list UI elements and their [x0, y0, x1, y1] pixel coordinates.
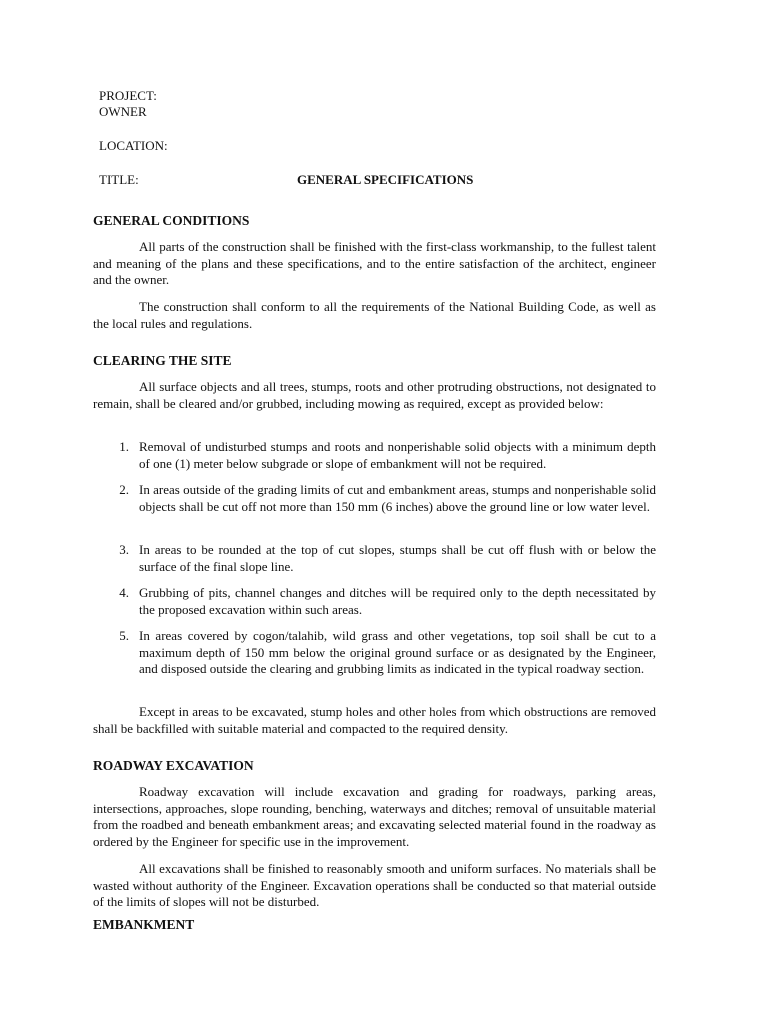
list-item-text: In areas to be rounded at the top of cut slopes, stumps shall be cut off flush with or below the surface of the final slope line.	[139, 542, 656, 574]
list-item-number: 1.	[119, 439, 129, 454]
heading-roadway-excavation: ROADWAY EXCAVATION	[93, 758, 254, 773]
list-item-text: In areas outside of the grading limits of cut and embankment areas, stumps and nonperishable solid objects shall be cut off not more than 150 mm (6 inches) above the ground line or low water level.	[139, 482, 656, 514]
document-title: GENERAL SPECIFICATIONS	[297, 172, 474, 187]
clearing-closing-paragraph: Except in areas to be excavated, stump holes and other holes from which obstructions are removed shall be backfilled with suitable material and compacted to the required density.	[93, 704, 656, 736]
roadway-paragraph-2: All excavations shall be finished to reasonably smooth and uniform surfaces. No materials shall be wasted without authority of the Engineer. Excavation operations shall be conducted so that material outside of the limits of slopes will not be disturbed.	[93, 861, 656, 909]
list-item-number: 3.	[119, 542, 129, 557]
project-label: PROJECT:	[99, 88, 157, 103]
heading-clearing-the-site: CLEARING THE SITE	[93, 353, 232, 368]
location-label: LOCATION:	[99, 138, 168, 153]
list-item-text: In areas covered by cogon/talahib, wild grass and other vegetations, top soil shall be cut to a maximum depth of 150 mm below the original ground surface or as designated by the Engineer, and disposed outside the clearing and grubbing limits as indicated in the typical roadway section.	[139, 628, 656, 676]
heading-embankment: EMBANKMENT	[93, 917, 195, 932]
general-conditions-paragraph-1: All parts of the construction shall be finished with the first-class workmanship, to the fullest talent and meaning of the plans and these specifications, and to the entire satisfaction of the architect, engineer and the owner.	[93, 239, 656, 287]
heading-general-conditions: GENERAL CONDITIONS	[93, 213, 250, 228]
list-item-text: Removal of undisturbed stumps and roots and nonperishable solid objects with a minimum depth of one (1) meter below subgrade or slope of embankment will not be required.	[139, 439, 656, 471]
list-item-number: 2.	[119, 482, 129, 497]
list-item-text: Grubbing of pits, channel changes and ditches will be required only to the depth necessitated by the proposed excavation within such areas.	[139, 585, 656, 617]
title-label: TITLE:	[99, 172, 139, 187]
general-conditions-paragraph-2: The construction shall conform to all the requirements of the National Building Code, as well as the local rules and regulations.	[93, 299, 656, 331]
list-item-number: 4.	[119, 585, 129, 600]
clearing-intro-paragraph: All surface objects and all trees, stumps, roots and other protruding obstructions, not designated to remain, shall be cleared and/or grubbed, including mowing as required, except as provided below:	[93, 379, 656, 411]
owner-label: OWNER	[99, 104, 147, 119]
list-item-number: 5.	[119, 628, 129, 643]
roadway-paragraph-1: Roadway excavation will include excavation and grading for roadways, parking areas, intersections, approaches, slope rounding, benching, waterways and ditches; removal of unsuitable material from the roadbed and beneath embankment areas; and excavating selected material found in the roadway as ordered by the Engineer for specific use in the improvement.	[93, 784, 656, 849]
